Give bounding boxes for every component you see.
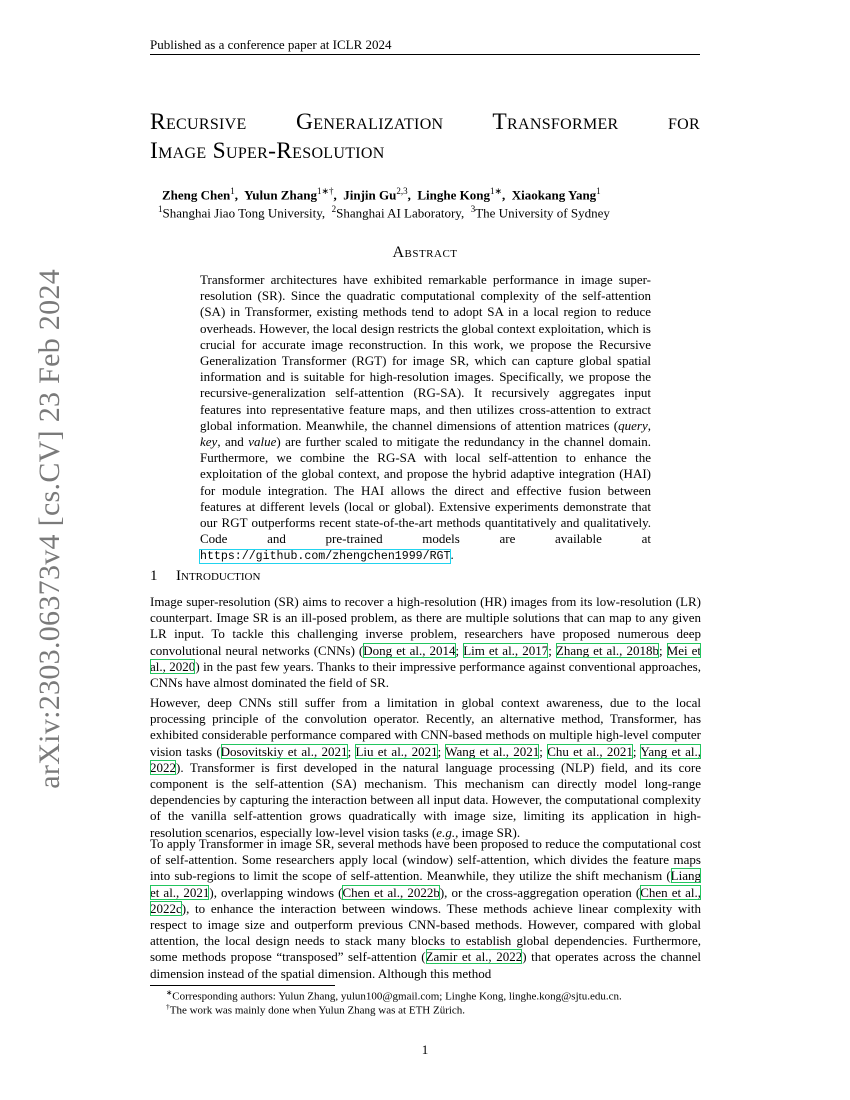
footnote-text: Corresponding authors: Yulun Zhang, yulun100@gmail.com; Linghe Kong, linghe.kong@sjtu.edu.cn. <box>172 990 622 1003</box>
author-list: Zheng Chen$^1$, Yulun Zhang$^{1∗\dagger}$, Jinjin Gu$^{2,3}$, Linghe Kong$^{1∗}$, Xiaokang Yang$^1$ <box>162 186 601 203</box>
para-text: ), or the cross-aggregation operation ( <box>439 884 641 900</box>
math-key: key <box>200 434 218 450</box>
abstract-body <box>200 272 651 566</box>
para-text: ). Transformer is first developed in the natural language processing (NLP) field, and its core component is the self-attention (SA) mechanism. This mechanism can directly model long-range dependencies by capturing the interaction between all input data. However, the computational complexity of the vanilla self-attention grows quadratically with image size, limiting its application in high-resolution scenarios, especially low-level vision tasks ( <box>150 759 701 840</box>
citation-link[interactable]: Dosovitskiy et al., 2021 <box>220 743 348 759</box>
author-name: Xiaokang Yang <box>511 187 597 203</box>
abstract-text: ) are further scaled to mitigate the redundancy in the channel domain. Furthermore, we combine the RG-SA with local self-attention to enhance the exploitation of the global context, and propose the hybrid adaptive integration (HAI) for module integration. The HAI allows the direct and effective fusion between features at different levels (local or global). Extensive experiments demonstrate that our RGT outperforms recent state-of-the-art methods quantitatively and qualitatively. Code and pre-trained models are available at <box>200 434 651 547</box>
author-affil-mark: 1 <box>596 186 601 196</box>
para-text: Image super-resolution (SR) aims to recover a high-resolution (HR) images from its low-resolution (LR) counterpart. Image SR is an ill-posed problem, as there are multiple solutions that can map to any given LR input. To tackle this challenging inverse problem, researchers have proposed numerous deep convolutional neural networks (CNNs) ( <box>150 594 701 658</box>
page-number: 1 <box>421 1042 429 1057</box>
abstract-text: Transformer architectures have exhibited remarkable performance in image super-resolution (SR). Since the quadratic computational complexity of the self-attention (SA) in Transformer, existing methods tend to adopt SA in a local region to reduce overheads. However, the local design restricts the global context exploitation, which is crucial for accurate image reconstruction. In this work, we propose the Recursive Generalization Transformer (RGT) for image SR, which can capture global spatial information and is suitable for high-resolution images. Specifically, we propose the recursive-generalization self-attention (RG-SA). It recursively aggregates input features into representative feature maps, and then utilizes cross-attention to extract global information. Meanwhile, the channel dimensions of attention matrices ( <box>200 272 651 433</box>
abstract-sep: , and <box>217 434 249 450</box>
header-rule <box>150 54 700 55</box>
cite-sep: ; <box>455 642 464 658</box>
author-affil-mark: 2,3 <box>396 186 408 196</box>
footnote-1 <box>166 988 622 1003</box>
para-text: ), to enhance the interaction between windows. These methods achieve linear complexity with respect to image size and outperform previous CNN-based methods. However, compared with global attention, the local design needs to stack many blocks to establish global dependencies. Furthermore, some methods propose “transposed” self-attention ( <box>150 900 701 965</box>
citation-link[interactable]: Dong et al., 2014 <box>363 642 456 658</box>
cite-sep: ; <box>539 743 548 759</box>
footnote-text: The work was mainly done when Yulun Zhang was at ETH Zürich. <box>169 1004 466 1017</box>
para-italic: e.g. <box>436 824 456 840</box>
author-name: Zheng Chen <box>162 187 231 203</box>
citation-link[interactable]: Lim et al., 2017 <box>463 642 549 658</box>
abstract-sep: , <box>647 417 651 433</box>
author-affil-mark: 1∗ <box>489 186 503 196</box>
cite-sep: ; <box>548 642 556 658</box>
title-line-2: Image Super-Resolution <box>150 138 385 164</box>
code-link[interactable]: https://github.com/zhengchen1999/RGT <box>200 550 451 564</box>
citation-link[interactable]: Chen et al., 2022c <box>150 884 702 916</box>
citation-link[interactable]: Wang et al., 2021 <box>445 743 540 759</box>
para-text: ) in the past few years. Thanks to their impressive performance against conventional approaches, CNNs have almost dominated the field of SR. <box>150 658 701 691</box>
author-affil-mark: 1 <box>230 186 235 196</box>
para-text: ), overlapping windows ( <box>209 884 343 900</box>
paragraph-1 <box>150 594 701 691</box>
affiliation: Shanghai Jiao Tong University, <box>162 205 326 221</box>
para-text: However, deep CNNs still suffer from a limitation in global context awareness, due to the local processing principle of the convolution operator. Recently, an alternative method, Transformer, has exhibited considerable performance compared with CNN-based methods on multiple high-level computer vision tasks ( <box>150 695 701 759</box>
citation-link[interactable]: Zamir et al., 2022 <box>425 949 523 965</box>
author-name: Yulun Zhang <box>244 187 317 203</box>
cite-sep: ; <box>658 642 667 658</box>
cite-sep: ; <box>632 743 641 759</box>
paragraph-2 <box>150 695 701 841</box>
footnote-2 <box>166 1002 465 1017</box>
affil-mark: 2 <box>331 204 337 214</box>
affil-mark: 1 <box>158 204 163 214</box>
citation-link[interactable]: Liang et al., 2021 <box>150 868 701 900</box>
paper-title <box>150 108 700 166</box>
abstract-end: . <box>450 547 454 563</box>
citation-link[interactable]: Liu et al., 2021 <box>355 743 438 759</box>
affiliations <box>158 204 718 221</box>
affiliation: Shanghai AI Laboratory, <box>336 205 465 221</box>
citation-link[interactable]: Mei et al., 2020 <box>150 642 701 674</box>
cite-sep: ; <box>347 743 356 759</box>
author-name: Linghe Kong <box>417 187 490 203</box>
footnote-mark: † <box>166 1002 170 1011</box>
math-query: query <box>618 417 648 433</box>
abstract-heading: Abstract <box>392 244 458 261</box>
affiliation: The University of Sydney <box>475 205 610 221</box>
arxiv-stamp[interactable]: arXiv:2303.06373v4 [cs.CV] 23 Feb 2024 <box>33 269 66 789</box>
citation-link[interactable]: Chu et al., 2021 <box>547 743 633 759</box>
title-line-1: Recursive Generalization Transformer for <box>150 109 700 135</box>
citation-link[interactable]: Zhang et al., 2018b <box>555 642 659 658</box>
para-text: To apply Transformer in image SR, several methods have been proposed to reduce the computational cost of self-attention. Some researchers apply local (window) self-attention, which divides the feature maps into sub-regions to limit the scope of self-attention. Meanwhile, they utilize the shift mechanism ( <box>150 836 701 884</box>
citation-link[interactable]: Chen et al., 2022b <box>342 884 440 900</box>
cite-sep: ; <box>437 743 446 759</box>
author-affil-mark: 1∗† <box>316 186 334 196</box>
affil-mark: 3 <box>470 204 476 214</box>
paragraph-3 <box>150 836 701 982</box>
para-text: ) that operates across the channel dimension instead of the spatial dimension. Although this method <box>150 949 701 981</box>
math-value: value <box>248 434 277 450</box>
author-name: Jinjin Gu <box>343 187 397 203</box>
footnote-mark: ∗ <box>166 988 173 997</box>
footnote-rule <box>150 985 335 986</box>
section-number: 1 <box>150 568 158 584</box>
para-text: , image SR). <box>455 824 521 840</box>
section-title: Introduction <box>176 568 261 584</box>
running-header: Published as a conference paper at ICLR 2024 <box>150 37 392 52</box>
citation-link[interactable]: Yang et al., 2022 <box>150 743 701 775</box>
